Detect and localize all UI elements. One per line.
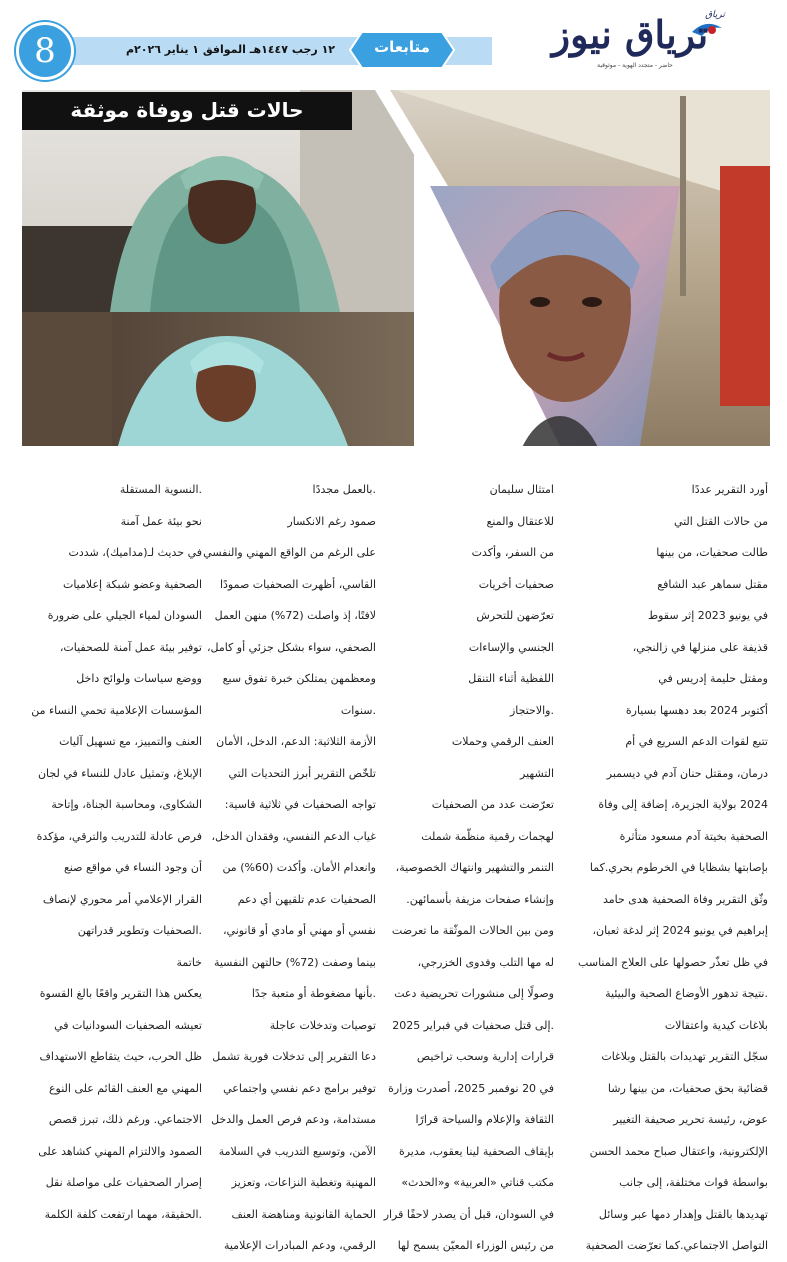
column-line: غياب الدعم النفسي، وفقدان الدخل، [211,829,376,843]
column-line: الثقافة والإعلام والسياحة قرارًا [415,1113,554,1126]
column-line: توفير بيئة عمل آمنة للصحفيات، [59,640,202,654]
column-line: تعرّضت عدد من الصحفيات [431,798,554,811]
column-line: امتثال سليمان [489,483,554,496]
column-line: العنف والتمييز، مع تسهيل آليات [59,735,202,748]
column-line: وانعدام الأمان. وأكدت (60%) من [222,861,376,874]
column-line: وإنشاء صفحات مزيفة بأسمائهن. [406,892,554,906]
column-line: .نتيجة تدهور الأوضاع الصحية والبيئية [605,987,768,1000]
column-line: بلاغات كيدية واعتقالات [664,1018,768,1032]
article-column-2 [382,474,554,1262]
column-line: فرص عادلة للتدريب والترقي، مؤكدة [36,829,202,843]
column-line: تتبع لقوات الدعم السريع في أم [625,735,768,748]
article-column-3 [198,474,376,1262]
column-line: تعرّضهن للتحرش [476,609,554,622]
column-line: له مها التلب وفدوى الخزرجي، [417,955,554,969]
column-line: بإصابتها بشظايا في الخرطوم بحري.كما [589,861,768,874]
column-line: 2024 بولاية الجزيرة، إضافة إلى وفاة [598,798,768,811]
column-line: الشكاوى، ومحاسبة الجناة، وإتاحة [51,798,202,811]
column-line: على الرغم من الواقع المهني والنفسي [203,546,376,559]
column-line: .النسوية المستقلة [119,483,202,496]
section-label: متابعات [374,38,430,56]
column-subheading: صمود رغم الانكسار [287,514,376,528]
column-line: التنمر والتشهير وانتهاك الخصوصية، [395,861,554,874]
column-line: أكتوبر 2024 بعد دهسها بسيارة [625,703,768,717]
column-line: صحفيات أخريات [478,577,554,591]
column-line: ظل الحرب، حيث يتقاطع الاستهداف [39,1050,202,1063]
column-line: الإلكترونية، واعتقال صباح محمد الحسن [589,1144,768,1158]
column-line: القاسي، أظهرت الصحفيات صمودًا [219,577,376,591]
column-line: نفسي أو مهني أو مادي أو قانوني، [222,924,376,937]
column-line: مستدامة، ودعم فرص العمل والدخل [211,1113,376,1126]
column-line: عوض، رئيسة تحرير صحيفة التغيير [613,1113,768,1126]
column-line: الحماية القانونية ومناهضة العنف [231,1207,376,1221]
page-header [0,0,787,86]
column-line: الجنسي والإساءات [468,640,554,654]
photo-woman-3-triangle [375,90,770,446]
column-line: القرار الإعلامي أمر محوري لإنصاف [42,892,202,906]
column-line: مقتل سماهر عبد الشافع [657,577,768,591]
column-line: .والاحتجاز [509,703,554,717]
column-line: ومن بين الحالات الموثّقة ما تعرضت [391,924,554,937]
column-line: مكتب قناتي «العربية» و«الحدث» [401,1176,554,1189]
column-line: بينما وصفت (72%) حالتهن النفسية [213,955,376,969]
column-line: .الصحفيات وتطوير قدراتهن [77,924,202,937]
column-line: قضائية بحق صحفيات، من بينها رشا [607,1081,768,1095]
column-line: الصحفيات عدم تلقيهن أي دعم [237,892,376,906]
column-line: من السفر، وأكدت [471,546,554,559]
column-subheading: التشهير [520,766,554,780]
column-line: يعكس هذا التقرير واقعًا بالغ القسوة [39,987,202,1000]
column-line: بإيقاف الصحفية لينا يعقوب، مديرة [398,1144,554,1158]
article-column-4 [22,474,202,1262]
photo-collage [0,86,787,446]
column-line: قذيفة على منزلها في زالنجي، [632,640,768,654]
column-line: الصحفية وعضو شبكة إعلاميات [62,577,202,591]
column-subheading: توصيات وتدخلات عاجلة [269,1018,376,1032]
column-subheading: قرارات إدارية وسحب تراخيص [416,1050,554,1063]
column-subheading: نحو بيئة عمل آمنة [120,514,202,528]
column-line: في السودان، قبل أن يصدر لاحقًا قرار [383,1207,554,1221]
column-line: بواسطة قوات مختلفة، إلى جانب [619,1176,768,1189]
column-line: لهجمات رقمية منظّمة شملت [421,829,554,843]
column-line: من حالات القتل التي [673,514,768,528]
column-line [22,1230,202,1262]
column-line: في يونيو 2023 إثر سقوط [647,609,768,622]
photo-woman-2 [22,312,414,446]
column-line: تعيشه الصحفيات السودانيات في [54,1018,202,1032]
column-line: السودان لمياء الجيلي على ضرورة [47,609,202,622]
column-line: في حديث لـ(مداميك)، شددت [68,546,202,559]
column-line: .بالعمل مجددًا [312,483,376,496]
column-line: الاجتماعي. ورغم ذلك، تبرز قصص [48,1113,202,1126]
issue-date: ١٢ رجب ١٤٤٧هـ الموافق ١ يناير ٢٠٢٦م [125,43,335,56]
column-line: تواجه الصحفيات في ثلاثية قاسية: [224,798,376,811]
logo-text: ترياق نيوز [551,12,709,57]
column-line: أن وجود النساء في مواقع صنع [63,861,202,874]
column-line: الآمن، وتوسيع التدريب في السلامة [218,1144,376,1158]
column-line: الصمود والالتزام المهني كشاهد على [38,1144,202,1158]
column-line: إبراهيم في يونيو 2024 إثر لدغة ثعبان، [592,924,768,937]
column-line: توفير برامج دعم نفسي واجتماعي [223,1081,376,1095]
column-line: لافتًا، إذ واصلت (72%) منهن العمل [214,609,376,622]
column-line: .سنوات [340,703,376,717]
column-line: المؤسسات الإعلامية تحمي النساء من [31,703,202,717]
column-line: من رئيس الوزراء المعيّن يسمح لها [397,1239,554,1252]
column-line: سجّل التقرير تهديدات بالقتل وبلاغات [601,1050,768,1063]
column-subheading: الأزمة الثلاثية: الدعم، الدخل، الأمان [216,735,376,748]
column-line: التواصل الاجتماعي.كما تعرّضت الصحفية [585,1239,768,1252]
column-line: وصولًا إلى منشورات تحريضية دعت [394,987,554,1000]
column-line: طالت صحفيات، من بينها [656,546,768,559]
column-line: المهنية وتغطية النزاعات، وتعزيز [231,1176,376,1189]
column-line: الصحفي، سواء بشكل جزئي أو كامل، [206,640,376,654]
column-line: أورد التقرير عددًا [691,483,768,496]
column-line: للاعتقال والمنع [486,514,554,528]
column-line: .الحقيقة، مهما ارتفعت كلفة الكلمة [44,1207,202,1221]
column-line: تهديدها بالقتل وإهدار دمها عبر وسائل [598,1207,768,1221]
column-line: في 20 نوفمبر 2025، أصدرت وزارة [388,1081,554,1095]
feature-title: حالات قتل ووفاة موثقة [70,98,304,122]
column-line: إصرار الصحفيات على مواصلة نقل [45,1176,202,1189]
page-number: 8 [16,22,74,80]
column-line: درمان، ومقتل حنان آدم في ديسمبر [606,766,768,780]
logo-tagline: حاضر - متجدد الهوية - موثوقية [597,62,673,69]
column-line: دعا التقرير إلى تدخلات فورية تشمل [212,1050,376,1063]
column-subheading: خاتمة [176,955,202,969]
column-line: الإبلاغ، وتمثيل عادل للنساء في لجان [37,766,202,780]
column-line: في ظل تعذّر حصولها على العلاج المناسب [578,955,768,969]
logo-small: ترياق [705,10,725,20]
column-line: .إلى قتل صحفيات في فبراير 2025 [392,1018,554,1032]
column-line: اللفظية أثناء التنقل [468,672,554,685]
column-subheading: العنف الرقمي وحملات [451,735,554,748]
column-line: تلخّص التقرير أبرز التحديات التي [228,766,376,780]
column-line: ومعظمهن يمتلكن خبرة تفوق سبع [222,672,376,685]
column-line: الصحفية بخيتة آدم مسعود متأثرة [619,829,768,843]
column-line: .بأنها مضغوطة أو متعبة جدًا [251,987,376,1000]
column-line: ومقتل حليمة إدريس في [658,672,768,685]
column-line: وثّق التقرير وفاة الصحفية هدى حامد [602,892,768,906]
article-column-1 [578,474,768,1262]
column-line: ووضع سياسات ولوائح داخل [76,672,202,685]
column-line: الرقمي، ودعم المبادرات الإعلامية [223,1239,376,1252]
column-line: المهني مع العنف القائم على النوع [48,1081,202,1095]
